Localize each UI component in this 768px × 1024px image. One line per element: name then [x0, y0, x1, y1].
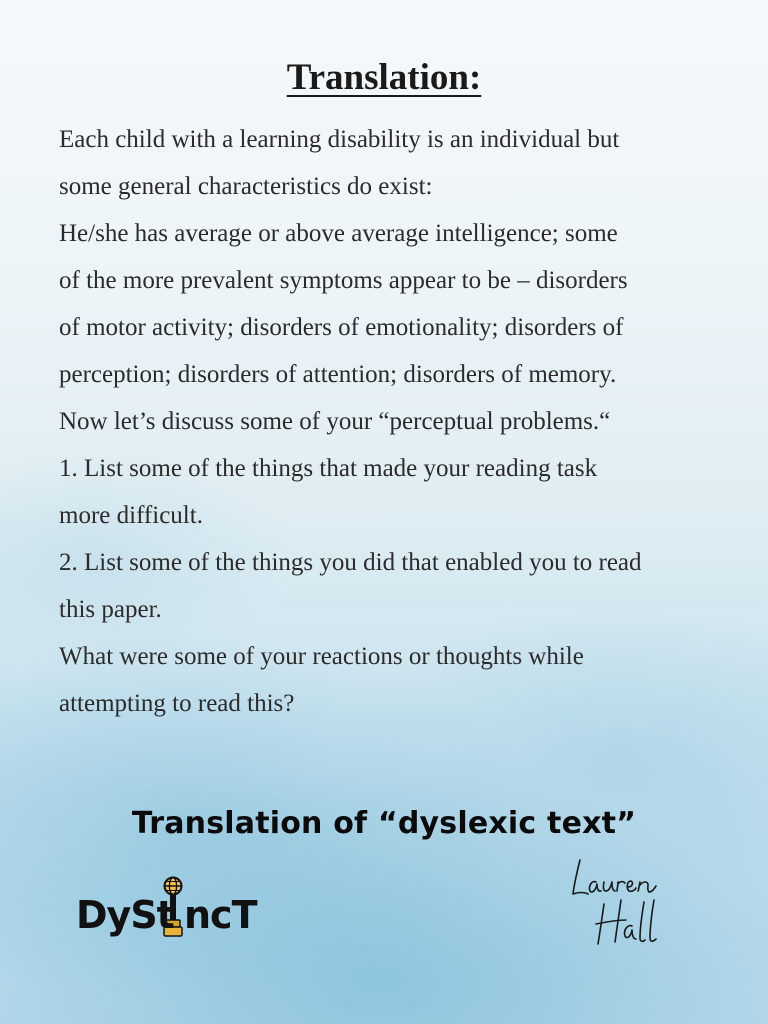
body-line: attempting to read this?	[59, 690, 295, 717]
body-line: Each child with a learning disability is an individual but	[59, 126, 620, 153]
page-title: Translation:	[286, 57, 482, 98]
body-line: more difficult.	[59, 502, 203, 529]
body-line: of the more prevalent symptoms appear to be – disorders	[59, 267, 628, 294]
body-line: this paper.	[59, 596, 162, 623]
body-line: some general characteristics do exist:	[59, 173, 433, 200]
svg-text:DySt: DySt	[76, 893, 174, 937]
lauren-hall-signature	[566, 852, 666, 952]
body-line: 2. List some of the things you did that enabled you to read	[59, 549, 642, 576]
body-line: What were some of your reactions or thoughts while	[59, 643, 584, 670]
dystinct-logo-wordmark	[76, 876, 257, 946]
caption: Translation of “dyslexic text”	[131, 806, 637, 841]
body-line: 1. List some of the things that made your reading task	[59, 455, 598, 482]
body-line: of motor activity; disorders of emotionality; disorders of	[59, 314, 624, 341]
body-line: perception; disorders of attention; disorders of memory.	[59, 361, 617, 388]
svg-text:ncT: ncT	[184, 893, 257, 937]
body-line: He/she has average or above average intelligence; some	[59, 220, 618, 247]
translation-body	[59, 116, 719, 727]
body-line: Now let’s discuss some of your “perceptual problems.“	[59, 408, 611, 435]
dystinct-logo	[76, 876, 257, 946]
